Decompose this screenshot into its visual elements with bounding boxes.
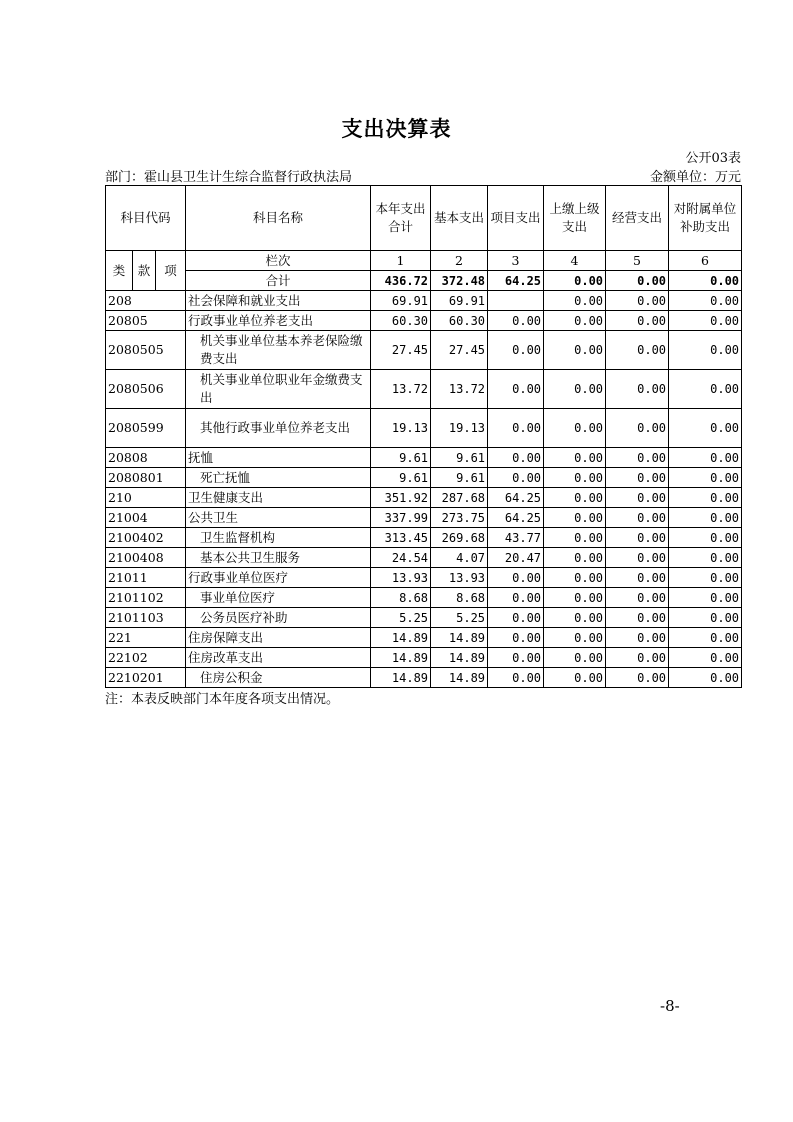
- col-no-6: 6: [669, 251, 742, 271]
- row-value-c3: 0.00: [488, 588, 544, 608]
- row-value-c2: 27.45: [431, 331, 488, 370]
- row-value-c6: 0.00: [669, 608, 742, 628]
- row-value-c3: 0.00: [488, 668, 544, 688]
- total-label: 合计: [186, 271, 371, 291]
- row-value-c4: 0.00: [544, 648, 606, 668]
- row-name: 住房保障支出: [186, 628, 371, 648]
- table-row: [106, 668, 742, 688]
- row-value-c2: 69.91: [431, 291, 488, 311]
- row-name: 社会保障和就业支出: [186, 291, 371, 311]
- row-value-c6: 0.00: [669, 488, 742, 508]
- row-value-c5: 0.00: [606, 409, 669, 448]
- row-value-c6: 0.00: [669, 648, 742, 668]
- row-value-c2: 60.30: [431, 311, 488, 331]
- header-c4: 上缴上级支出: [544, 186, 606, 251]
- total-c1: 436.72: [371, 271, 431, 291]
- row-value-c2: 19.13: [431, 409, 488, 448]
- header-c5: 经营支出: [606, 186, 669, 251]
- row-value-c5: 0.00: [606, 291, 669, 311]
- row-value-c5: 0.00: [606, 331, 669, 370]
- row-value-c6: 0.00: [669, 548, 742, 568]
- row-value-c4: 0.00: [544, 409, 606, 448]
- table-row: [106, 311, 742, 331]
- row-value-c4: 0.00: [544, 488, 606, 508]
- row-value-c3: 20.47: [488, 548, 544, 568]
- row-value-c5: 0.00: [606, 508, 669, 528]
- row-value-c1: 27.45: [371, 331, 431, 370]
- row-value-c5: 0.00: [606, 568, 669, 588]
- row-name: 事业单位医疗: [186, 588, 371, 608]
- row-code: 2100402: [106, 528, 186, 548]
- row-value-c5: 0.00: [606, 668, 669, 688]
- row-value-c1: 9.61: [371, 468, 431, 488]
- header-c3: 项目支出: [488, 186, 544, 251]
- total-c5: 0.00: [606, 271, 669, 291]
- row-value-c2: 8.68: [431, 588, 488, 608]
- row-name: 住房公积金: [186, 668, 371, 688]
- row-value-c5: 0.00: [606, 628, 669, 648]
- row-code: 2210201: [106, 668, 186, 688]
- row-name: 其他行政事业单位养老支出: [186, 409, 371, 448]
- table-row: [106, 608, 742, 628]
- row-code: 21004: [106, 508, 186, 528]
- row-value-c4: 0.00: [544, 588, 606, 608]
- row-name: 基本公共卫生服务: [186, 548, 371, 568]
- row-value-c5: 0.00: [606, 370, 669, 409]
- table-row: [106, 588, 742, 608]
- total-c6: 0.00: [669, 271, 742, 291]
- table-row: [106, 331, 742, 370]
- row-value-c5: 0.00: [606, 488, 669, 508]
- row-value-c4: 0.00: [544, 468, 606, 488]
- row-name: 抚恤: [186, 448, 371, 468]
- total-row: [106, 271, 742, 291]
- row-value-c2: 14.89: [431, 628, 488, 648]
- row-code: 2080505: [106, 331, 186, 370]
- table-row: [106, 528, 742, 548]
- row-value-c3: 0.00: [488, 370, 544, 409]
- row-value-c5: 0.00: [606, 648, 669, 668]
- row-value-c3: 0.00: [488, 331, 544, 370]
- row-value-c4: 0.00: [544, 311, 606, 331]
- row-value-c5: 0.00: [606, 448, 669, 468]
- row-value-c4: 0.00: [544, 608, 606, 628]
- row-name: 公务员医疗补助: [186, 608, 371, 628]
- row-value-c2: 14.89: [431, 648, 488, 668]
- row-value-c1: 5.25: [371, 608, 431, 628]
- row-value-c6: 0.00: [669, 409, 742, 448]
- table-row: [106, 370, 742, 409]
- row-value-c1: 313.45: [371, 528, 431, 548]
- page-title: 支出决算表: [341, 116, 452, 141]
- row-value-c3: 0.00: [488, 311, 544, 331]
- row-value-c6: 0.00: [669, 291, 742, 311]
- table-row: [106, 448, 742, 468]
- row-value-c2: 9.61: [431, 468, 488, 488]
- table-row: [106, 409, 742, 448]
- header-lanci: 栏次: [186, 251, 371, 271]
- row-value-c1: 14.89: [371, 628, 431, 648]
- row-value-c1: 351.92: [371, 488, 431, 508]
- row-value-c6: 0.00: [669, 628, 742, 648]
- footnote: 注：本表反映部门本年度各项支出情况。: [105, 692, 340, 707]
- row-name: 住房改革支出: [186, 648, 371, 668]
- unit-label: 金额单位：万元: [649, 170, 741, 185]
- row-code: 2080599: [106, 409, 186, 448]
- row-value-c4: 0.00: [544, 628, 606, 648]
- row-code: 22102: [106, 648, 186, 668]
- row-value-c6: 0.00: [669, 588, 742, 608]
- row-value-c1: 14.89: [371, 668, 431, 688]
- row-value-c3: 0.00: [488, 448, 544, 468]
- row-value-c2: 269.68: [431, 528, 488, 548]
- row-value-c5: 0.00: [606, 311, 669, 331]
- header-name: 科目名称: [186, 186, 371, 251]
- col-no-1: 1: [371, 251, 431, 271]
- row-value-c6: 0.00: [669, 448, 742, 468]
- row-value-c4: 0.00: [544, 291, 606, 311]
- row-value-c3: 0.00: [488, 608, 544, 628]
- row-value-c4: 0.00: [544, 548, 606, 568]
- row-value-c3: 0.00: [488, 568, 544, 588]
- row-name: 公共卫生: [186, 508, 371, 528]
- table-row: [106, 291, 742, 311]
- expenditure-table: [105, 185, 742, 688]
- total-c4: 0.00: [544, 271, 606, 291]
- col-no-3: 3: [488, 251, 544, 271]
- row-code: 20808: [106, 448, 186, 468]
- header-kuan: 款: [133, 251, 156, 291]
- row-code: 2080506: [106, 370, 186, 409]
- row-value-c3: 0.00: [488, 628, 544, 648]
- row-value-c1: 13.93: [371, 568, 431, 588]
- row-name: 行政事业单位养老支出: [186, 311, 371, 331]
- total-c2: 372.48: [431, 271, 488, 291]
- row-value-c1: 337.99: [371, 508, 431, 528]
- row-value-c1: 19.13: [371, 409, 431, 448]
- row-code: 210: [106, 488, 186, 508]
- row-value-c1: 60.30: [371, 311, 431, 331]
- table-row: [106, 648, 742, 668]
- row-value-c2: 9.61: [431, 448, 488, 468]
- row-value-c6: 0.00: [669, 331, 742, 370]
- row-value-c4: 0.00: [544, 668, 606, 688]
- row-value-c4: 0.00: [544, 331, 606, 370]
- row-value-c6: 0.00: [669, 528, 742, 548]
- row-value-c5: 0.00: [606, 608, 669, 628]
- row-value-c5: 0.00: [606, 468, 669, 488]
- row-value-c4: 0.00: [544, 508, 606, 528]
- table-header-row: [106, 186, 742, 251]
- table-row: [106, 508, 742, 528]
- header-c6: 对附属单位补助支出: [669, 186, 742, 251]
- header-c1: 本年支出合计: [371, 186, 431, 251]
- row-value-c4: 0.00: [544, 448, 606, 468]
- row-value-c5: 0.00: [606, 548, 669, 568]
- row-code: 21011: [106, 568, 186, 588]
- table-row: [106, 488, 742, 508]
- header-code: 科目代码: [106, 186, 186, 251]
- row-code: 208: [106, 291, 186, 311]
- row-value-c4: 0.00: [544, 370, 606, 409]
- row-name: 死亡抚恤: [186, 468, 371, 488]
- row-value-c2: 14.89: [431, 668, 488, 688]
- row-code: 20805: [106, 311, 186, 331]
- row-value-c4: 0.00: [544, 528, 606, 548]
- row-name: 机关事业单位职业年金缴费支出: [186, 370, 371, 409]
- row-value-c6: 0.00: [669, 468, 742, 488]
- row-value-c5: 0.00: [606, 528, 669, 548]
- col-no-5: 5: [606, 251, 669, 271]
- row-value-c3: 0.00: [488, 648, 544, 668]
- row-value-c6: 0.00: [669, 508, 742, 528]
- row-value-c2: 13.72: [431, 370, 488, 409]
- table-row: [106, 568, 742, 588]
- row-value-c1: 14.89: [371, 648, 431, 668]
- row-name: 行政事业单位医疗: [186, 568, 371, 588]
- row-value-c3: 0.00: [488, 468, 544, 488]
- header-xiang: 项: [156, 251, 186, 291]
- row-name: 机关事业单位基本养老保险缴费支出: [186, 331, 371, 370]
- row-code: 221: [106, 628, 186, 648]
- row-value-c1: 24.54: [371, 548, 431, 568]
- row-code: 2080801: [106, 468, 186, 488]
- col-no-2: 2: [431, 251, 488, 271]
- row-value-c3: 43.77: [488, 528, 544, 548]
- row-name: 卫生健康支出: [186, 488, 371, 508]
- row-value-c1: 69.91: [371, 291, 431, 311]
- row-value-c1: 13.72: [371, 370, 431, 409]
- row-value-c6: 0.00: [669, 311, 742, 331]
- department-label: 部门：霍山县卫生计生综合监督行政执法局: [105, 170, 353, 185]
- header-lei: 类: [106, 251, 133, 291]
- row-code: 2101102: [106, 588, 186, 608]
- row-value-c2: 5.25: [431, 608, 488, 628]
- row-name: 卫生监督机构: [186, 528, 371, 548]
- row-code: 2101103: [106, 608, 186, 628]
- row-value-c5: 0.00: [606, 588, 669, 608]
- row-value-c6: 0.00: [669, 568, 742, 588]
- col-no-4: 4: [544, 251, 606, 271]
- row-code: 2100408: [106, 548, 186, 568]
- row-value-c3: 0.00: [488, 409, 544, 448]
- header-c2: 基本支出: [431, 186, 488, 251]
- row-value-c2: 273.75: [431, 508, 488, 528]
- row-value-c1: 8.68: [371, 588, 431, 608]
- row-value-c1: 9.61: [371, 448, 431, 468]
- total-c3: 64.25: [488, 271, 544, 291]
- row-value-c3: 64.25: [488, 488, 544, 508]
- row-value-c3: 64.25: [488, 508, 544, 528]
- table-row: [106, 468, 742, 488]
- form-number: 公开03表: [685, 151, 741, 166]
- table-row: [106, 628, 742, 648]
- row-value-c4: 0.00: [544, 568, 606, 588]
- row-value-c2: 287.68: [431, 488, 488, 508]
- row-value-c6: 0.00: [669, 668, 742, 688]
- page-number: -8-: [660, 997, 680, 1015]
- row-value-c3: [488, 291, 544, 311]
- table-row: [106, 548, 742, 568]
- row-value-c6: 0.00: [669, 370, 742, 409]
- row-value-c2: 4.07: [431, 548, 488, 568]
- column-number-row: [106, 251, 742, 271]
- row-value-c2: 13.93: [431, 568, 488, 588]
